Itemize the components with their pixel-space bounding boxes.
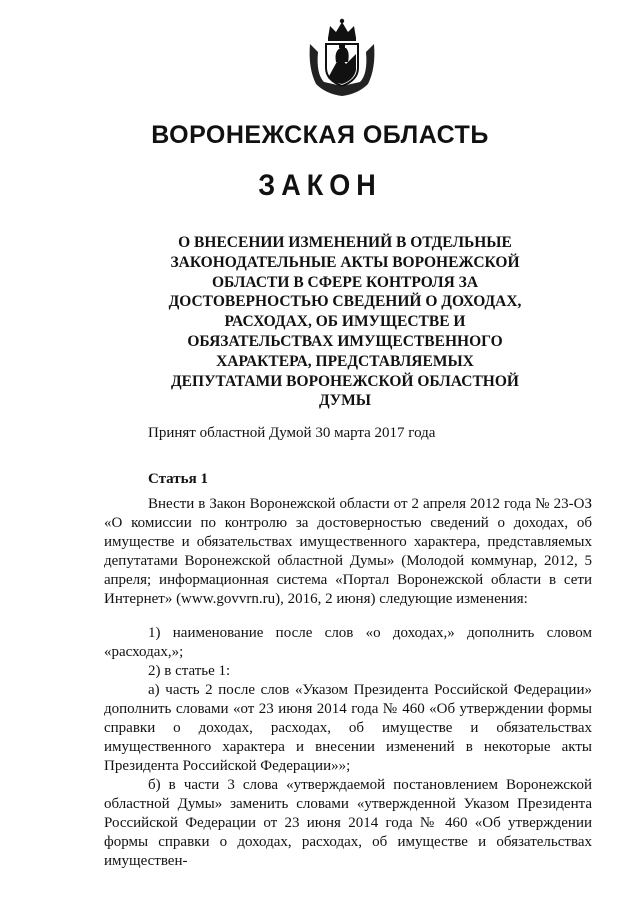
intro-paragraph: Внести в Закон Воронежской области от 2 апреля 2012 года № 23-ОЗ «О комиссии по контролю за достоверностью сведений о доходах, об имуществе и обязательствах имущественного характера, представляемых депутатами Воронежской областной Думы» (Молодой коммунар, 2012, 5 апреля; информационная система «Портал Воронежской области в сети Интернет» (www.govvrn.ru), 2016, 2 июня) следующие изменения: bbox=[104, 496, 592, 607]
list-item: а) часть 2 после слов «Указом Президента Российской Федерации» дополнить словами «от 23 июня 2014 года № 460 «Об утверждении формы справки о доходах, расходах, об имуществе и обязательствах имущественного характера и внесении изменений в некоторые акты Президента Российской Федерации»»; bbox=[104, 682, 592, 774]
article-intro bbox=[104, 495, 592, 609]
list-item: б) в части 3 слова «утверждаемой постановлением Воронежской областной Думы» заменить словами «утвержденной Указом Президента Российской Федерации от 23 июня 2014 года № 460 «Об утверждении формы справки о доходах, расходах, об имуществе и обязательствах имуществен- bbox=[104, 777, 592, 869]
law-title: О ВНЕСЕНИИ ИЗМЕНЕНИЙ В ОТДЕЛЬНЫЕ ЗАКОНОДАТЕЛЬНЫЕ АКТЫ ВОРОНЕЖСКОЙ ОБЛАСТИ В СФЕРЕ КОНТРОЛЯ ЗА ДОСТОВЕРНОСТЬЮ СВЕДЕНИЙ О ДОХОДАХ, РАСХОДАХ, ОБ ИМУЩЕСТВЕ И ОБЯЗАТЕЛЬСТВАХ ИМУЩЕСТВЕННОГО ХАРАКТЕРА, ПРЕДСТАВЛЯЕМЫХ ДЕПУТАТАМИ ВОРОНЕЖСКОЙ ОБЛАСТНОЙ ДУМЫ bbox=[168, 234, 522, 410]
list-item: 2) в статье 1: bbox=[148, 663, 231, 679]
region-name: ВОРОНЕЖСКАЯ ОБЛАСТЬ bbox=[151, 121, 489, 149]
document-type: ЗАКОН bbox=[258, 168, 382, 202]
voronezh-coat-of-arms-icon bbox=[306, 18, 378, 98]
adoption-date: Принят областной Думой 30 марта 2017 года bbox=[148, 425, 436, 441]
article-heading: Статья 1 bbox=[148, 471, 208, 487]
list-item: 1) наименование после слов «о доходах,» дополнить словом «расходах,»; bbox=[104, 625, 592, 660]
changes-list bbox=[104, 624, 592, 871]
